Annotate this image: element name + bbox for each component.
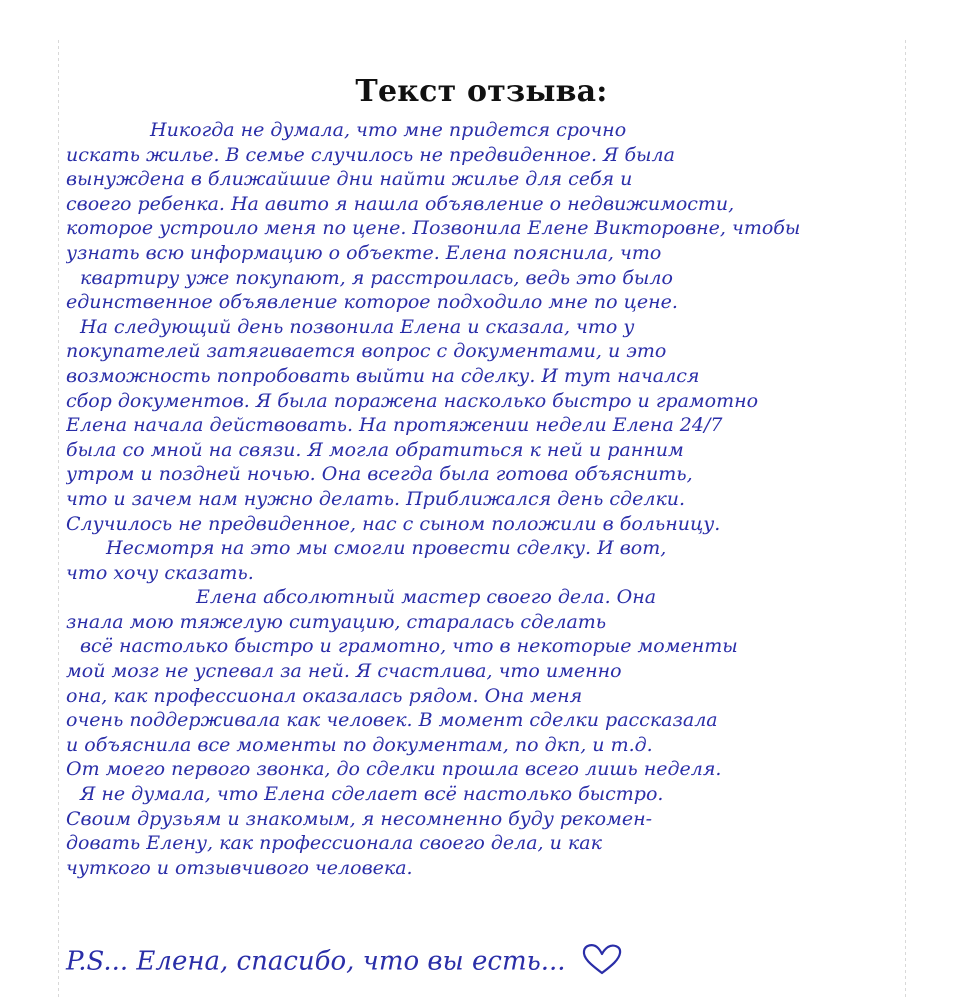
review-line: утром и поздней ночью. Она всегда была готова объяснить, <box>66 463 693 486</box>
review-line: она, как профессионал оказалась рядом. Она меня <box>66 684 583 707</box>
review-line: покупателей затягивается вопрос с документами, и это <box>66 340 667 363</box>
review-line: искать жилье. В семье случилось не предвиденное. Я была <box>66 143 675 166</box>
review-line: очень поддерживала как человек. В момент сделки рассказала <box>66 709 718 732</box>
review-line: единственное объявление которое подходило мне по цене. <box>66 291 678 314</box>
review-line: На следующий день позвонила Елена и сказала, что у <box>80 315 635 338</box>
postscript <box>66 942 908 983</box>
review-line: и объяснила все моменты по документам, по дкп, и т.д. <box>66 733 653 756</box>
review-line: Елена начала действовать. На протяжении недели Елена 24/7 <box>66 414 723 437</box>
review-line: была со мной на связи. Я могла обратиться к ней и ранним <box>66 438 684 461</box>
review-line: Несмотря на это мы смогли провести сделку. И вот, <box>106 537 667 560</box>
postscript-text: P.S... Елена, спасибо, что вы есть... <box>66 946 566 977</box>
review-line: возможность попробовать выйти на сделку. И тут начался <box>66 364 700 387</box>
review-line: которое устроило меня по цене. Позвонила Елене Викторовне, чтобы <box>66 217 801 240</box>
review-line: Своим друзьям и знакомым, я несомненно буду рекомен- <box>66 807 653 830</box>
review-line: Я не думала, что Елена сделает всё настолько быстро. <box>80 783 664 806</box>
review-line: Случилось не предвиденное, нас с сыном положили в больницу. <box>66 512 721 535</box>
heart-icon <box>580 942 624 983</box>
page-margin-line-left <box>58 40 59 1000</box>
review-line: знала мою тяжелую ситуацию, старалась сделать <box>66 610 607 633</box>
review-line: что и зачем нам нужно делать. Приближался день сделки. <box>66 487 686 510</box>
review-line: чуткого и отзывчивого человека. <box>66 856 413 879</box>
review-line: квартиру уже покупают, я расстроилась, ведь это было <box>80 266 673 289</box>
review-line: что хочу сказать. <box>66 561 254 584</box>
review-text <box>66 118 908 880</box>
review-line: Никогда не думала, что мне придется срочно <box>150 119 627 141</box>
review-line: мой мозг не успевал за ней. Я счастлива, что именно <box>66 660 622 683</box>
page-title: Текст отзыва: <box>355 74 608 109</box>
review-line: Елена абсолютный мастер своего дела. Она <box>196 586 657 609</box>
review-line: довать Елену, как профессионала своего дела, и как <box>66 832 602 855</box>
review-line: своего ребенка. На авито я нашла объявление о недвижимости, <box>66 192 735 215</box>
review-line: узнать всю информацию о объекте. Елена пояснила, что <box>66 241 662 264</box>
review-line: всё настолько быстро и грамотно, что в некоторые моменты <box>80 635 738 658</box>
review-line: вынуждена в ближайшие дни найти жилье для себя и <box>66 168 633 191</box>
review-line: От моего первого звонка, до сделки прошла всего лишь неделя. <box>66 758 722 781</box>
review-line: сбор документов. Я была поражена насколько быстро и грамотно <box>66 389 759 412</box>
